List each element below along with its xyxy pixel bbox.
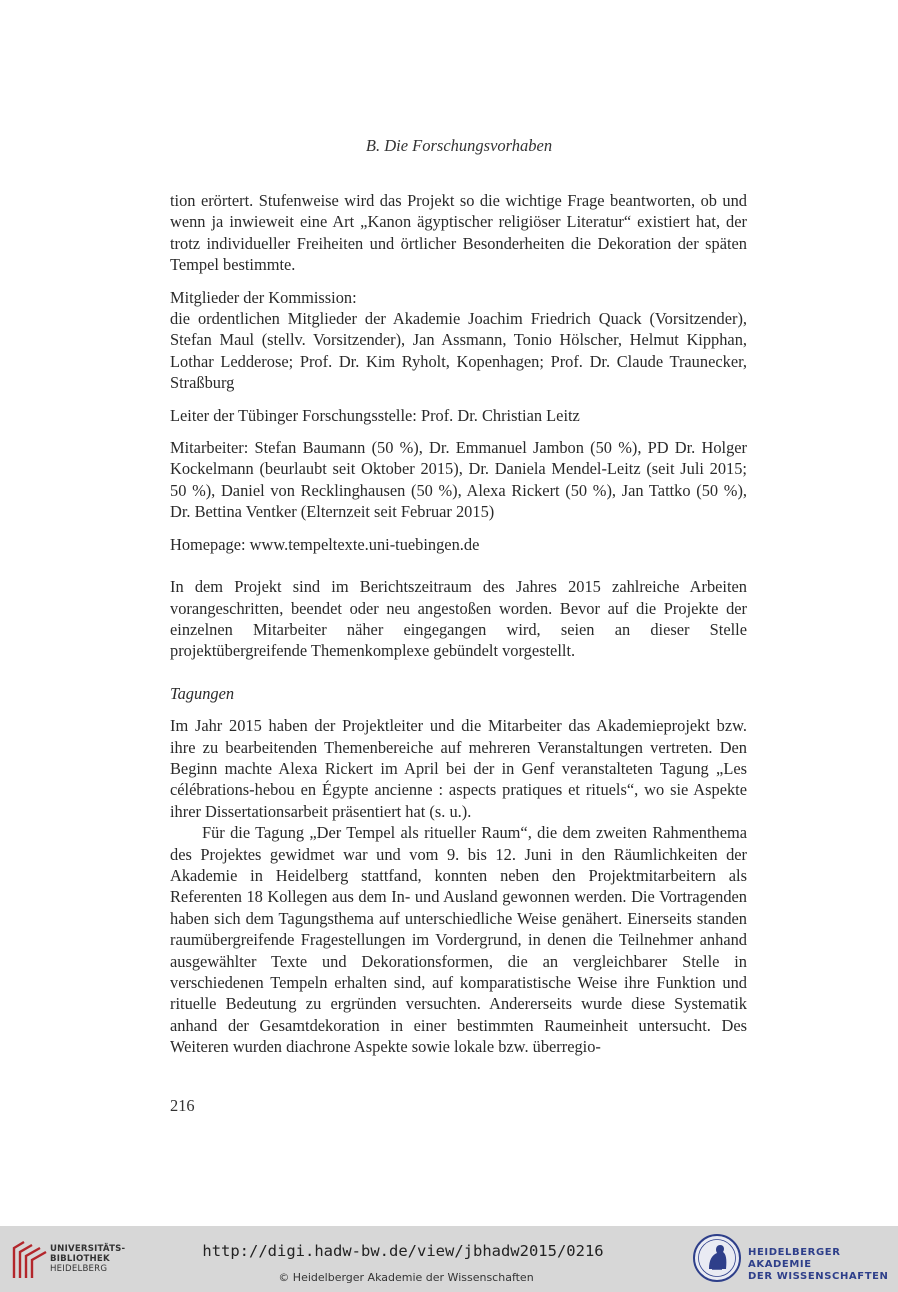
academy-line-2: DER WISSENSCHAFTEN bbox=[748, 1271, 889, 1282]
permalink-url[interactable]: http://digi.hadw-bw.de/view/jbhadw2015/0216 bbox=[202, 1242, 604, 1260]
body-text bbox=[170, 190, 747, 1058]
tagungen-paragraph-2: Für die Tagung „Der Tempel als ritueller Raum“, die dem zweiten Rahmenthema des Projektes gewidmet war und vom 9. bis 12. Juni in den Räumlichkeiten der Akademie in Heidelberg stattfand, konnten neben den Projektmitarbeitern als Referenten 18 Kollegen aus dem In- und Ausland gewonnen werden. Die Vortragenden haben sich dem Tagungsthema auf unterschiedliche Weise genähert. Einerseits standen raumübergreifende Fragestellungen im Vordergrund, in denen die Teilnehmer anhand ausgewählter Texte und Dekorationsformen, die an vergleichbarer Stelle in verschiedenen Tempeln erhalten sind, auf komparatistische Weise ihre Funktion und rituelle Bedeutung zu ergründen versuchten. Andererseits wurde diese Systematik anhand der Gesamtdekoration in einer bestimmten Raumeinheit untersucht. Des Weiteren wurden diachrone Aspekte sowie lokale bzw. überregio- bbox=[170, 823, 747, 1057]
tagungen-paragraph-1: Im Jahr 2015 haben der Projektleiter und die Mitarbeiter das Akademieprojekt bzw. ihre zu bearbeitenden Themenbereiche auf mehreren Veranstaltungen vertreten. Den Beginn machte Alexa Rickert im April bei der in Genf veranstalteten Tagung „Les célébrations-hebou en Égypte ancienne : aspects pratiques et rituels“, wo sie Aspekte ihrer Dissertationsarbeit präsentiert hat (s. u.). bbox=[170, 716, 747, 821]
staff-paragraph: Mitarbeiter: Stefan Baumann (50 %), Dr. Emmanuel Jambon (50 %), PD Dr. Holger Kockelmann (beurlaubt seit Oktober 2015), Dr. Daniela Mendel-Leitz (seit Juli 2015; 50 %), Daniel von Recklinghausen (50 %), Alexa Rickert (50 %), Jan Tattko (50 %), Dr. Bettina Ventker (Elternzeit seit Februar 2015) bbox=[170, 438, 747, 522]
ub-line-3: HEIDELBERG bbox=[50, 1264, 108, 1274]
academy-name bbox=[748, 1247, 898, 1283]
paragraph-continuation: tion erörtert. Stufenweise wird das Projekt so die wichtige Frage beantworten, ob und wenn ja inwieweit eine Art „Kanon ägyptischer religiöser Literatur“ existiert hat, der trotz individueller Freiheiten und örtlicher Besonderheiten die Dekoration der späten Tempel bestimmte. bbox=[170, 191, 747, 275]
ub-line-1: UNIVERSITÄTS- bbox=[50, 1244, 126, 1254]
members-text: die ordentlichen Mitglieder der Akademie Joachim Friedrich Quack (Vorsitzender), Stefan Maul (stellv. Vorsitzender), Jan Assmann, Tonio Hölscher, Helmut Kipphan, Lothar Ledderose; Prof. Dr. Kim Ryholt, Kopenhagen; Prof. Dr. Claude Traunecker, Straßburg bbox=[170, 309, 747, 393]
section-heading: Tagungen bbox=[170, 683, 235, 703]
leader-line: Leiter der Tübinger Forschungsstelle: Prof. Dr. Christian Leitz bbox=[170, 405, 580, 425]
intro-paragraph: In dem Projekt sind im Berichtszeitraum des Jahres 2015 zahlreiche Arbeiten vorangeschritten, beendet oder neu angestoßen worden. Bevor auf die Projekte der einzelnen Mitarbeiter näher eingegangen wird, seien an dieser Stelle projektübergreifende Themenkomplexe gebündelt vorgestellt. bbox=[170, 577, 747, 661]
running-head: B. Die Forschungsvorhaben bbox=[365, 136, 553, 155]
footer-bar bbox=[0, 1226, 898, 1292]
academy-seal-icon bbox=[692, 1233, 742, 1283]
ub-line-2: BIBLIOTHEK bbox=[50, 1254, 110, 1264]
page-number: 216 bbox=[170, 1096, 195, 1115]
academy-line-1: HEIDELBERGER AKADEMIE bbox=[748, 1247, 841, 1270]
homepage-line: Homepage: www.tempeltexte.uni-tuebingen.de bbox=[170, 534, 480, 554]
members-label: Mitglieder der Kommission: bbox=[170, 287, 357, 307]
copyright-notice: © Heidelberger Akademie der Wissenschaften bbox=[278, 1271, 534, 1284]
